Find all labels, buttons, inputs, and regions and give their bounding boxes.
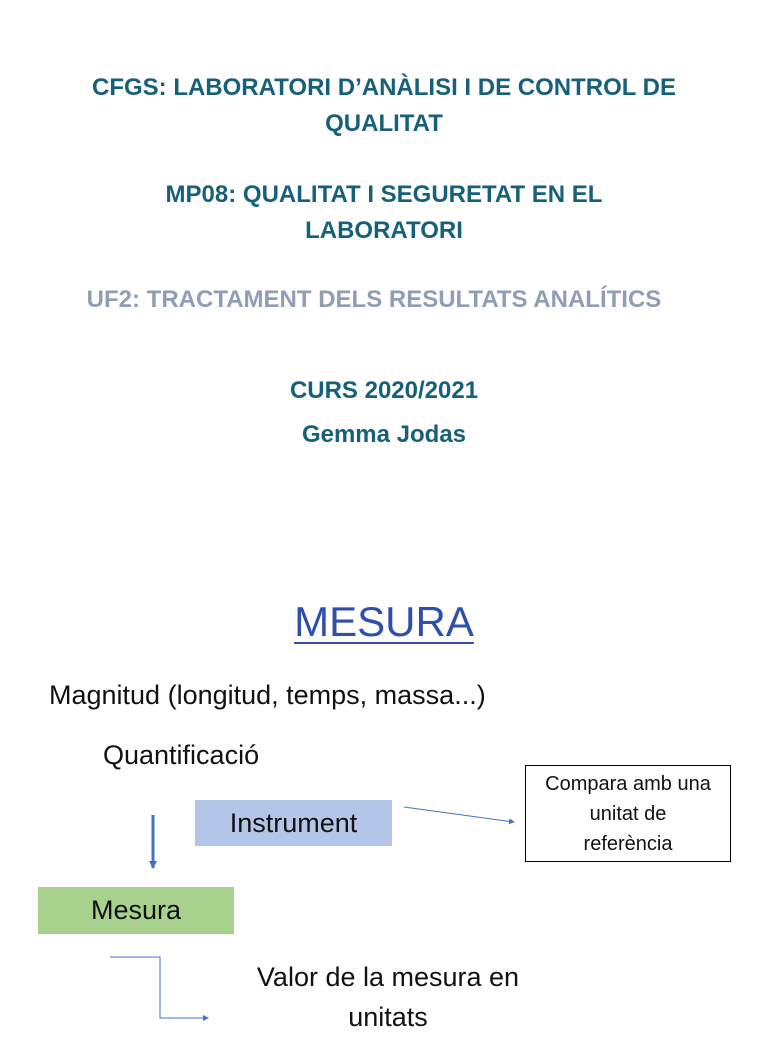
elbow-arrow-icon xyxy=(110,957,208,1018)
author-name: Gemma Jodas xyxy=(301,421,467,448)
reference-arrow-icon xyxy=(404,807,514,822)
course-year: CURS 2020/2021 xyxy=(289,377,479,404)
reference-line2: unitat de xyxy=(589,803,667,825)
reference-line3: referència xyxy=(583,833,673,855)
cfgs-title-line2: QUALITAT xyxy=(325,110,443,137)
quantification-text: Quantificació xyxy=(103,740,260,770)
unit-title: UF2: TRACTAMENT DELS RESULTATS ANALÍTICS xyxy=(86,286,662,313)
module-title-line1: MP08: QUALITAT I SEGURETAT EN EL xyxy=(165,181,603,208)
measure-label: Mesura xyxy=(90,895,182,925)
instrument-label: Instrument xyxy=(229,808,358,838)
module-title-line2: LABORATORI xyxy=(305,217,463,244)
value-line2: unitats xyxy=(348,1002,428,1032)
slide-title: MESURA xyxy=(294,598,474,645)
value-line1: Valor de la mesura en xyxy=(256,962,520,992)
reference-line1: Compara amb una xyxy=(545,773,711,795)
cfgs-title-line1: CFGS: LABORATORI D’ANÀLISI I DE CONTROL DE xyxy=(91,74,676,101)
magnitude-text: Magnitud (longitud, temps, massa...) xyxy=(49,680,486,710)
